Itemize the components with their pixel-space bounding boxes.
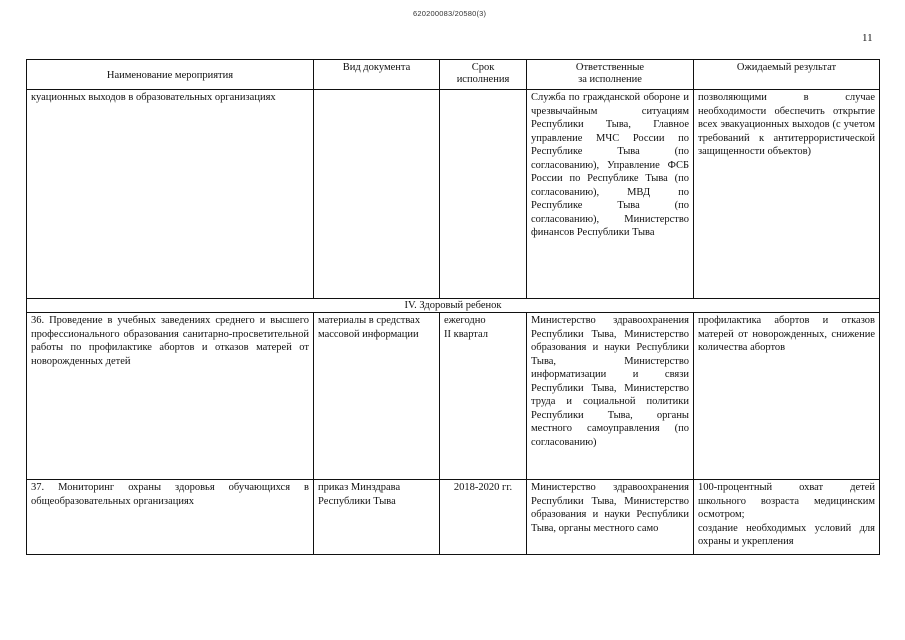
column-header-name: Наименование мероприятия — [27, 60, 314, 90]
result-line1: 100-процентный охват детей школьного возраста медицинским осмотром; — [698, 482, 875, 520]
column-header-result: Ожидаемый результат — [694, 60, 880, 90]
action-plan-table — [26, 59, 880, 555]
cell-responsible: Служба по гражданской обороне и чрезвычайным ситуациям Республики Тыва, Главное управление МЧС России по Республике Тыва (по согласованию), Управление ФСБ России по Республике Тыва (по согласованию), МВД по Республике Тыва (по согласованию), Министерство финансов Республики Тыва — [527, 90, 694, 299]
section-row — [27, 299, 880, 313]
cell-doc-type: приказ Минздрава Республики Тыва — [314, 480, 440, 555]
document-number: 620200083/20580(3) — [413, 9, 487, 18]
page-number: 11 — [862, 32, 873, 44]
column-header-responsible-line1: Ответственные — [575, 62, 645, 73]
table-header-row — [27, 60, 880, 90]
deadline-line1: ежегодно — [444, 315, 486, 326]
column-header-doc-type: Вид документа — [314, 60, 440, 90]
cell-deadline — [440, 313, 527, 480]
column-header-responsible — [527, 60, 694, 90]
column-header-deadline-line2: исполнения — [456, 74, 510, 85]
cell-doc-type: материалы в средствах массовой информации — [314, 313, 440, 480]
cell-result: позволяющими в случае необходимости обеспечить открытие всех эвакуационных выходов (с учетом требований к антитеррористической защищенности объектов) — [694, 90, 880, 299]
cell-name: 36. Проведение в учебных заведениях среднего и высшего профессионального образования санитарно-просветительной работы по профилактике абортов и отказов матерей от новорожденных детей — [27, 313, 314, 480]
cell-doc-type — [314, 90, 440, 299]
column-header-deadline-line1: Срок — [471, 62, 495, 73]
cell-result — [694, 480, 880, 555]
cell-responsible-text: Министерство здравоохранения Республики Тыва, Министерство образования и науки Республики Тыва, органы местного само — [531, 482, 689, 534]
cell-deadline: 2018-2020 гг. — [440, 480, 527, 555]
cell-name: куационных выходов в образовательных организациях — [27, 90, 314, 299]
cell-responsible — [527, 480, 694, 555]
deadline-line2: II квартал — [444, 328, 489, 340]
table-row — [27, 90, 880, 299]
cell-result-wrap — [698, 481, 875, 554]
column-header-deadline — [440, 60, 527, 90]
cell-responsible: Министерство здравоохранения Республики Тыва, Министерство образования и науки Республики Тыва, Министерство информатизации и связи Республики Тыва, Министерство труда и социальной политики Республики Тыва, органы местного самоуправления (по согласованию) — [527, 313, 694, 480]
column-header-responsible-line2: за исполнение — [578, 74, 642, 85]
cell-result: профилактика абортов и отказов матерей от новорожденных, снижение количества абортов — [694, 313, 880, 480]
cell-name: 37. Мониторинг охраны здоровья обучающихся в общеобразовательных организациях — [27, 480, 314, 555]
result-line2: создание необходимых условий для охраны и укрепления — [698, 522, 875, 547]
table-row — [27, 313, 880, 480]
section-title: IV. Здоровый ребенок — [27, 299, 880, 313]
cell-deadline — [440, 90, 527, 299]
table-row — [27, 480, 880, 555]
